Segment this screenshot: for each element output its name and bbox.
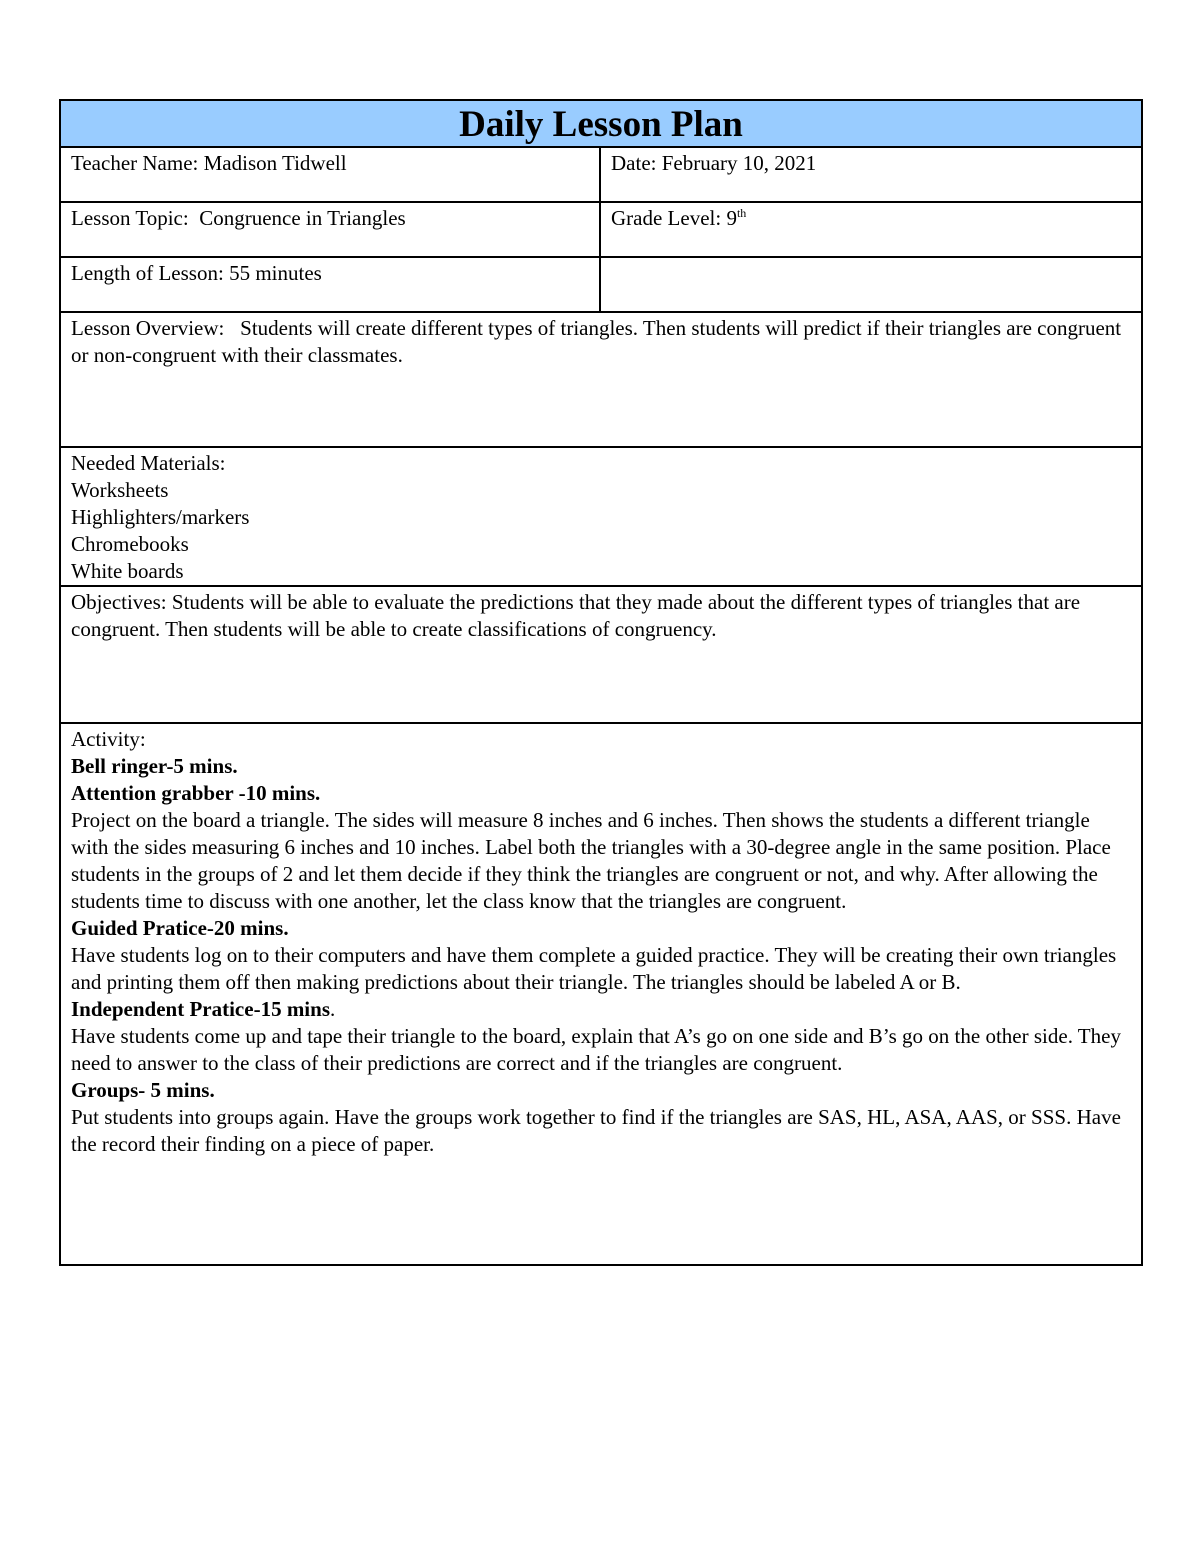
lesson-overview-label: Lesson Overview: — [71, 316, 225, 340]
bell-ringer-heading: Bell ringer-5 mins. — [71, 754, 238, 778]
grade-level-value: 9 — [726, 206, 737, 230]
grade-level-cell — [600, 202, 1142, 257]
lesson-length-cell — [60, 257, 600, 312]
activity-cell — [60, 723, 1142, 1265]
materials-item: White boards — [71, 559, 184, 583]
objectives-label: Objectives: — [71, 590, 167, 614]
groups-heading: Groups- 5 mins. — [71, 1078, 215, 1102]
grade-level-label: Grade Level: — [611, 206, 722, 230]
guided-practice-text: Have students log on to their computers and have them complete a guided practice. They will be creating their own triangles and printing them off then making predictions about their triangle. The triangles should be labeled A or B. — [71, 943, 1117, 994]
lesson-overview-text: Students will create different types of triangles. Then students will predict if their triangles are congruent or non-congruent with their classmates. — [71, 316, 1122, 367]
lesson-topic-label: Lesson Topic: — [71, 206, 189, 230]
attention-grabber-heading: Attention grabber -10 mins. — [71, 781, 321, 805]
page-title: Daily Lesson Plan — [60, 100, 1142, 147]
independent-practice-text: Have students come up and tape their triangle to the board, explain that A’s go on one side and B’s go on the other side. They need to answer to the class of their predictions are correct and if the triangles are congruent. — [71, 1024, 1121, 1075]
lesson-overview-cell — [60, 312, 1142, 447]
lesson-topic-cell — [60, 202, 600, 257]
attention-grabber-text: Project on the board a triangle. The sides will measure 8 inches and 6 inches. Then shows the students a different triangle with the sides measuring 6 inches and 10 inches. Label both the triangles with a 30-degree angle in the same position. Place students in the groups of 2 and let them decide if they think the triangles are congruent or not, and why. After allowing the students time to discuss with one another, let the class know that the triangles are congruent. — [71, 808, 1111, 913]
materials-item: Worksheets — [71, 478, 169, 502]
materials-label: Needed Materials: — [71, 451, 226, 475]
objectives-text: Students will be able to evaluate the predictions that they made about the different types of triangles that are congruent. Then students will be able to create classifications of congruency. — [71, 590, 1081, 641]
date-value: February 10, 2021 — [661, 151, 817, 175]
materials-cell — [60, 447, 1142, 586]
independent-practice-heading: Independent Pratice-15 mins — [71, 997, 330, 1021]
lesson-length-value: 55 minutes — [229, 261, 322, 285]
teacher-name-cell — [60, 147, 600, 202]
grade-level-suffix: th — [736, 206, 747, 220]
date-label: Date: — [611, 151, 657, 175]
teacher-name-label: Teacher Name: — [71, 151, 199, 175]
materials-item: Highlighters/markers — [71, 505, 250, 529]
independent-practice-suffix: . — [330, 997, 336, 1021]
lesson-plan-table — [59, 99, 1143, 1266]
date-cell — [600, 147, 1142, 202]
teacher-name-value: Madison Tidwell — [203, 151, 347, 175]
materials-item: Chromebooks — [71, 532, 189, 556]
empty-cell — [600, 257, 1142, 312]
guided-practice-heading: Guided Pratice-20 mins. — [71, 916, 289, 940]
activity-label: Activity: — [71, 727, 146, 751]
lesson-length-label: Length of Lesson: — [71, 261, 224, 285]
groups-text: Put students into groups again. Have the groups work together to find if the triangles are SAS, HL, ASA, AAS, or SSS. Have the record their finding on a piece of paper. — [71, 1105, 1121, 1156]
objectives-cell — [60, 586, 1142, 723]
lesson-topic-value: Congruence in Triangles — [199, 206, 406, 230]
